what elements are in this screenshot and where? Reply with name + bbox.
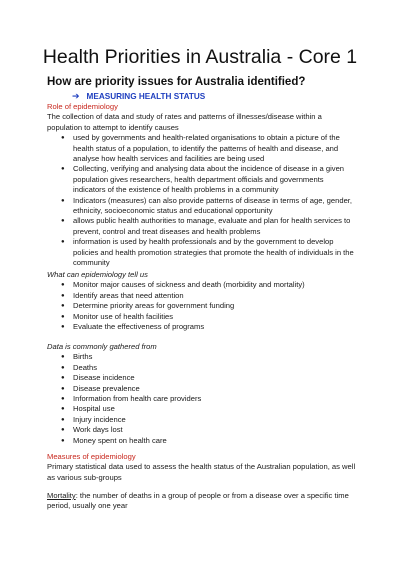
measures-section bbox=[47, 452, 357, 483]
tell-us-heading: What can epidemiology tell us bbox=[47, 270, 148, 279]
page-title: Health Priorities in Australia - Core 1 bbox=[42, 46, 358, 68]
list-item: ● Information from health care providers bbox=[47, 394, 357, 404]
tell-us-section bbox=[47, 270, 357, 332]
list-item: ● Determine priority areas for government funding bbox=[47, 301, 357, 311]
list-item: ● Disease incidence bbox=[47, 373, 357, 383]
list-item: ● Births bbox=[47, 352, 357, 362]
list-item: ● Monitor major causes of sickness and death (morbidity and mortality) bbox=[47, 280, 357, 290]
list-item: ● information is used by health professionals and by the government to develop policies and health promotion strategies that promote the health of individuals in the community bbox=[47, 237, 357, 268]
list-item: ● Injury incidence bbox=[47, 415, 357, 425]
question-heading: How are priority issues for Australia identified? bbox=[47, 76, 306, 88]
list-item: ● Indicators (measures) can also provide patterns of disease in terms of age, gender, ethnicity, socioeconomic status and educational opportunity bbox=[47, 196, 357, 217]
list-item: ● Evaluate the effectiveness of programs bbox=[47, 322, 357, 332]
data-gathered-heading: Data is commonly gathered from bbox=[47, 342, 157, 351]
data-gathered-bullet-list bbox=[47, 352, 357, 446]
list-item: ● Money spent on health care bbox=[47, 436, 357, 446]
list-item: ● allows public health authorities to manage, evaluate and plan for health services to prevent, control and treat diseases and health problems bbox=[47, 216, 357, 237]
role-section bbox=[47, 102, 357, 269]
tell-us-bullet-list bbox=[47, 280, 357, 332]
role-bullet-list bbox=[47, 133, 357, 268]
list-item: ● Deaths bbox=[47, 363, 357, 373]
section-heading bbox=[72, 91, 205, 102]
list-item: ● Collecting, verifying and analysing data about the incidence of disease in a given population gives researchers, health department officials and governments indicators of the existence of health problems in a community bbox=[47, 164, 357, 195]
list-item: ● Disease prevalence bbox=[47, 384, 357, 394]
role-heading: Role of epidemiology bbox=[47, 102, 118, 111]
measures-text: Primary statistical data used to assess the health status of the Australian population, as well as various sub-groups bbox=[47, 462, 356, 482]
list-item: ● Work days lost bbox=[47, 425, 357, 435]
list-item: ● used by governments and health-related organisations to obtain a picture of the health status of a population, to identify the patterns of health and disease, and analyse how health services and facilities are being used bbox=[47, 133, 357, 164]
section-heading-label: MEASURING HEALTH STATUS bbox=[86, 92, 206, 101]
role-intro: The collection of data and study of rates and patterns of illnesses/disease within a population to attempt to identify causes bbox=[47, 112, 322, 132]
mortality-text: : the number of deaths in a group of people or from a disease over a specific time period, usually one year bbox=[47, 491, 349, 511]
measures-heading: Measures of epidemiology bbox=[47, 452, 136, 461]
data-gathered-section bbox=[47, 342, 357, 446]
list-item: ● Monitor use of health facilities bbox=[47, 312, 357, 322]
arrow-right-icon: ➔ bbox=[72, 91, 80, 101]
list-item: ● Hospital use bbox=[47, 404, 357, 414]
mortality-definition bbox=[47, 491, 357, 512]
list-item: ● Identify areas that need attention bbox=[47, 291, 357, 301]
mortality-term: Mortality bbox=[47, 491, 76, 500]
